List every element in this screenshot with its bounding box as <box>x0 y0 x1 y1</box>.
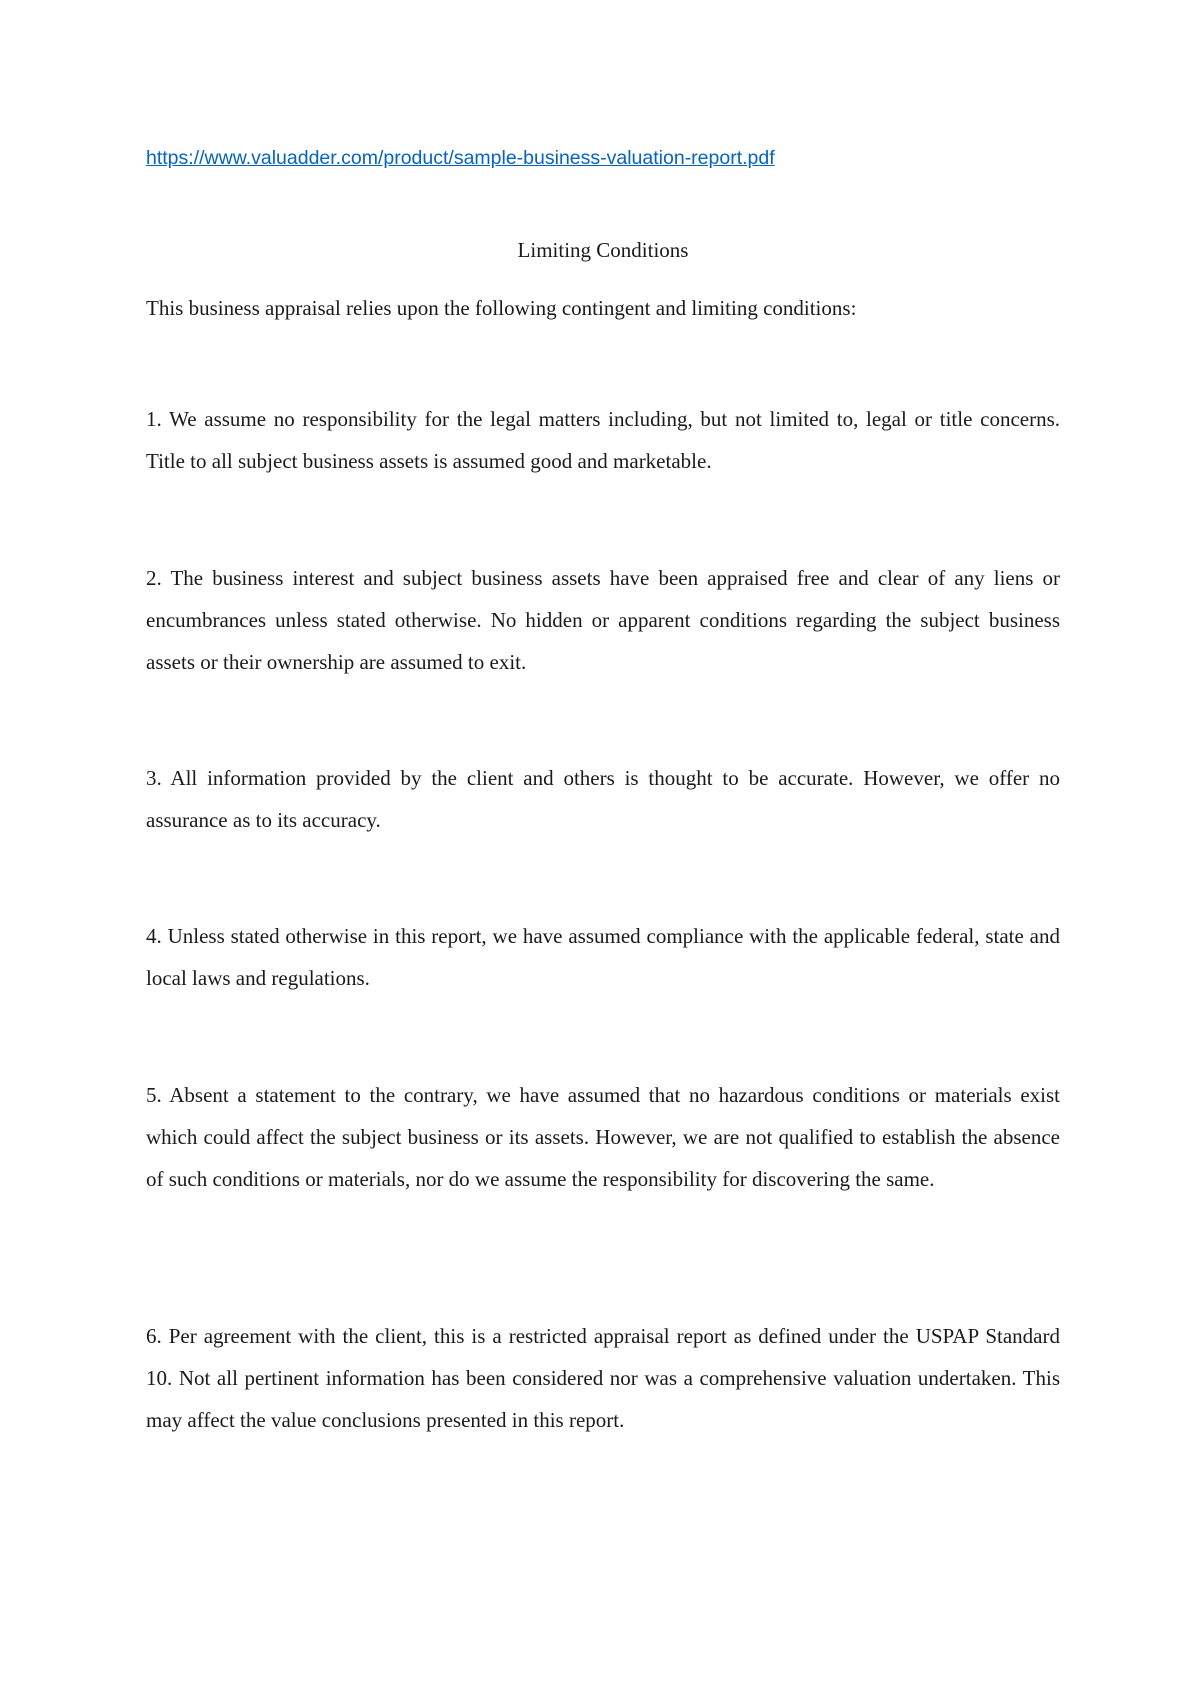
condition-1: 1. We assume no responsibility for the legal matters including, but not limited to, legal or title concerns. Title to all subject business assets is assumed good and marketable. <box>146 407 1060 473</box>
intro-paragraph: This business appraisal relies upon the following contingent and limiting conditions: <box>146 296 857 320</box>
condition-4: 4. Unless stated otherwise in this report, we have assumed compliance with the applicable federal, state and local laws and regulations. <box>146 924 1060 990</box>
condition-2: 2. The business interest and subject business assets have been appraised free and clear of any liens or encumbrances unless stated otherwise. No hidden or apparent conditions regarding the subject business assets or their ownership are assumed to exit. <box>146 566 1060 674</box>
document-title: Limiting Conditions <box>517 238 689 262</box>
source-url-link[interactable]: https://www.valuadder.com/product/sample-business-valuation-report.pdf <box>146 147 775 169</box>
condition-3: 3. All information provided by the client and others is thought to be accurate. However, we offer no assurance as to its accuracy. <box>146 766 1060 832</box>
condition-6: 6. Per agreement with the client, this is a restricted appraisal report as defined under the USPAP Standard 10. Not all pertinent information has been considered nor was a comprehensive valuation undertaken. This may affect the value conclusions presented in this report. <box>146 1324 1060 1432</box>
condition-5: 5. Absent a statement to the contrary, we have assumed that no hazardous conditions or materials exist which could affect the subject business or its assets. However, we are not qualified to establish the absence of such conditions or materials, nor do we assume the responsibility for discovering the same. <box>146 1083 1060 1191</box>
